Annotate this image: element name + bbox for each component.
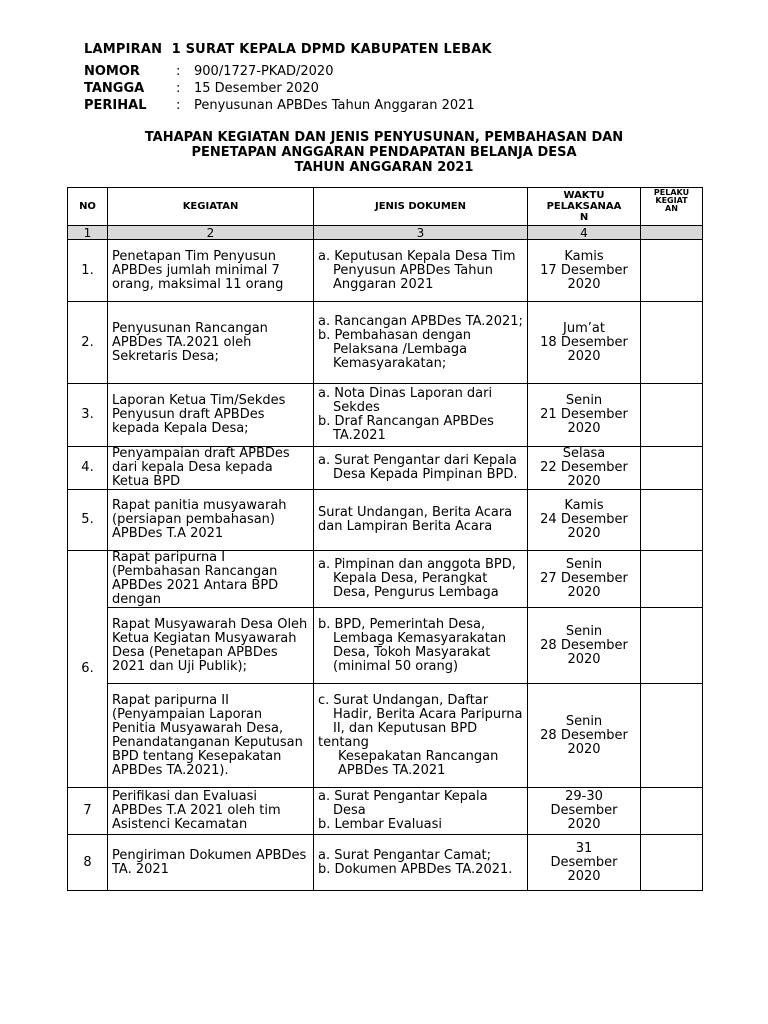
column-number: 1 — [68, 226, 108, 240]
column-number — [641, 226, 703, 240]
header-row — [68, 188, 703, 226]
header-waktu — [528, 188, 641, 226]
waktu-line: 2020 — [567, 421, 601, 436]
document-title — [60, 130, 708, 175]
jenis-item: b. Pembahasan dengan Pelaksana /Lembaga Kemasyarakatan; — [318, 327, 472, 371]
waktu-line: 2020 — [567, 474, 601, 489]
header-jenis-dokumen: JENIS DOKUMEN — [314, 188, 528, 226]
table-row — [68, 684, 703, 788]
waktu-line: 28 Desember — [540, 727, 628, 743]
row-kegiatan: Perifikasi dan Evaluasi APBDes T.A 2021 oleh tim Asistenci Kecamatan — [108, 788, 314, 835]
nomor-label: NOMOR — [84, 64, 140, 79]
waktu-line: Jum’at — [563, 320, 605, 336]
jenis-item: b. Lembar Evaluasi — [318, 817, 442, 832]
row-kegiatan: Penetapan Tim Penyusun APBDes jumlah minimal 7 orang, maksimal 11 orang — [108, 240, 314, 302]
table-row — [68, 608, 703, 684]
waktu-line: 22 Desember — [540, 460, 628, 475]
row-pelaku — [641, 684, 703, 788]
row-waktu — [528, 490, 641, 551]
waktu-line: Senin — [565, 557, 603, 572]
title-line: PENETAPAN ANGGARAN PENDAPATAN BELANJA DESA — [191, 145, 577, 160]
row-no: 4. — [68, 447, 108, 490]
row-pelaku — [641, 302, 703, 384]
row-pelaku — [641, 551, 703, 608]
waktu-line: 2020 — [567, 817, 601, 832]
row-pelaku — [641, 608, 703, 684]
waktu-line: 2020 — [567, 868, 601, 884]
jenis-item: a. Nota Dinas Laporan dari Sekdes — [318, 386, 493, 415]
waktu-line: 2020 — [567, 651, 601, 667]
waktu-line: 21 Desember — [540, 407, 628, 422]
waktu-line: 2020 — [567, 585, 601, 600]
waktu-line: Senin — [565, 713, 603, 729]
waktu-line: Senin — [565, 393, 603, 408]
row-no: 5. — [68, 490, 108, 551]
header-waktu-line: WAKTU — [563, 190, 605, 201]
waktu-line: 2020 — [567, 276, 601, 292]
row-no: 3. — [68, 384, 108, 447]
row-jenis — [314, 788, 528, 835]
column-number-row — [68, 226, 703, 240]
jenis-item: tentang — [318, 734, 369, 750]
waktu-line: 31 — [575, 840, 593, 856]
row-waktu — [528, 684, 641, 788]
row-kegiatan: Penyampaian draft APBDes dari kepala Desa kepada Ketua BPD — [108, 447, 314, 490]
jenis-item: a. Rancangan APBDes TA.2021; — [318, 313, 523, 329]
row-pelaku — [641, 447, 703, 490]
row-jenis — [314, 384, 528, 447]
row-waktu — [528, 788, 641, 835]
perihal-value: Penyusunan APBDes Tahun Anggaran 2021 — [194, 98, 475, 113]
nomor-value: 900/1727-PKAD/2020 — [194, 64, 334, 79]
row-no: 7 — [68, 788, 108, 835]
row-jenis — [314, 608, 528, 684]
row-no: 8 — [68, 835, 108, 891]
row-jenis — [314, 835, 528, 891]
row-jenis — [314, 447, 528, 490]
column-number: 3 — [314, 226, 528, 240]
table-row — [68, 240, 703, 302]
row-kegiatan: Penyusunan Rancangan APBDes TA.2021 oleh Sekretaris Desa; — [108, 302, 314, 384]
row-no: 2. — [68, 302, 108, 384]
jenis-item: c. Surat Undangan, Daftar Hadir, Berita Acara Paripurna II, dan Keputusan BPD — [318, 692, 523, 736]
row-jenis — [314, 490, 528, 551]
table-row — [68, 788, 703, 835]
row-kegiatan: Pengiriman Dokumen APBDes TA. 2021 — [108, 835, 314, 891]
waktu-line: Kamis — [564, 248, 604, 264]
nomor-sep: : — [176, 64, 181, 79]
title-line: TAHUN ANGGARAN 2021 — [294, 160, 474, 175]
header-kegiatan: KEGIATAN — [108, 188, 314, 226]
row-no: 1. — [68, 240, 108, 302]
waktu-line: Kamis — [564, 498, 604, 513]
table-row — [68, 384, 703, 447]
waktu-line: Desember — [550, 803, 618, 818]
header-no: NO — [68, 188, 108, 226]
waktu-line: 28 Desember — [540, 637, 628, 653]
row-waktu — [528, 384, 641, 447]
waktu-line: 2020 — [567, 741, 601, 757]
jenis-item: a. Surat Pengantar Camat; — [318, 847, 492, 863]
row-pelaku — [641, 240, 703, 302]
row-kegiatan: Rapat panitia musyawarah (persiapan pembahasan) APBDes T.A 2021 — [108, 490, 314, 551]
row-jenis — [314, 551, 528, 608]
table-row — [68, 490, 703, 551]
jenis-item: a. Keputusan Kepala Desa Tim Penyusun APBDes Tahun Anggaran 2021 — [318, 248, 516, 292]
row-jenis — [314, 302, 528, 384]
lampiran-heading: LAMPIRAN 1 SURAT KEPALA DPMD KABUPATEN LEBAK — [84, 42, 492, 57]
waktu-line: Desember — [550, 854, 618, 870]
header-pelaku-line: AN — [665, 204, 678, 213]
header-waktu-line: PELAKSANAA — [546, 201, 622, 212]
row-pelaku — [641, 490, 703, 551]
table-row — [68, 835, 703, 891]
tanggal-sep: : — [176, 81, 181, 96]
waktu-line: 2020 — [567, 348, 601, 364]
perihal-label: PERIHAL — [84, 98, 147, 113]
row-kegiatan: Rapat paripurna II (Penyampaian Laporan Penitia Musyawarah Desa, Penandatanganan Keputusan BPD tentang Kesepakatan APBDes TA.2021). — [108, 684, 314, 788]
row-waktu — [528, 835, 641, 891]
table-row — [68, 302, 703, 384]
jenis-item: b. BPD, Pemerintah Desa, Lembaga Kemasyarakatan Desa, Tokoh Masyarakat (minimal 50 orang) — [318, 616, 507, 674]
table-row — [68, 551, 703, 608]
row-jenis — [314, 684, 528, 788]
row-waktu — [528, 551, 641, 608]
header-waktu-line: N — [579, 212, 589, 223]
header-pelaku-line: KEGIAT — [655, 196, 688, 205]
waktu-line: Senin — [565, 623, 603, 639]
row-pelaku — [641, 384, 703, 447]
waktu-line: 27 Desember — [540, 571, 628, 586]
table-row — [68, 447, 703, 490]
row-pelaku — [641, 835, 703, 891]
row-waktu — [528, 240, 641, 302]
jenis-item: a. Pimpinan dan anggota BPD, Kepala Desa, Perangkat Desa, Pengurus Lembaga — [318, 557, 516, 600]
waktu-line: Selasa — [562, 446, 606, 461]
tanggal-label: TANGGA — [84, 81, 145, 96]
jenis-item: Surat Undangan, Berita Acara dan Lampiran Berita Acara — [318, 505, 513, 534]
waktu-line: 24 Desember — [540, 512, 628, 527]
title-line: TAHAPAN KEGIATAN DAN JENIS PENYUSUNAN, PEMBAHASAN DAN — [144, 130, 624, 145]
waktu-line: 2020 — [567, 526, 601, 541]
jenis-item: a. Surat Pengantar dari Kepala Desa Kepada Pimpinan BPD. — [318, 453, 518, 482]
row-waktu — [528, 447, 641, 490]
waktu-line: 17 Desember — [540, 262, 628, 278]
row-kegiatan: Laporan Ketua Tim/Sekdes Penyusun draft APBDes kepada Kepala Desa; — [108, 384, 314, 447]
header-pelaku-line: PELAKU — [653, 188, 690, 197]
perihal-sep: : — [176, 98, 181, 113]
row-waktu — [528, 302, 641, 384]
column-number: 4 — [528, 226, 641, 240]
waktu-line: 18 Desember — [540, 334, 628, 350]
waktu-line: 29-30 — [565, 789, 603, 804]
row-no: 6. — [68, 551, 108, 788]
row-jenis — [314, 240, 528, 302]
row-waktu — [528, 608, 641, 684]
header-pelaku — [641, 188, 703, 226]
row-kegiatan: Rapat paripurna I (Pembahasan Rancangan APBDes 2021 Antara BPD dengan — [108, 551, 314, 608]
jenis-item: b. Draf Rancangan APBDes TA.2021 — [318, 414, 494, 443]
jenis-item: b. Dokumen APBDes TA.2021. — [318, 861, 513, 877]
schedule-table — [67, 187, 703, 891]
column-number: 2 — [108, 226, 314, 240]
tanggal-value: 15 Desember 2020 — [194, 81, 319, 96]
row-kegiatan: Rapat Musyawarah Desa Oleh Ketua Kegiatan Musyawarah Desa (Penetapan APBDes 2021 dan Uji Publik); — [108, 608, 314, 684]
jenis-item: a. Surat Pengantar Kepala Desa — [318, 789, 488, 818]
jenis-item: Kesepakatan Rancangan APBDes TA.2021 — [338, 748, 499, 778]
row-pelaku — [641, 788, 703, 835]
